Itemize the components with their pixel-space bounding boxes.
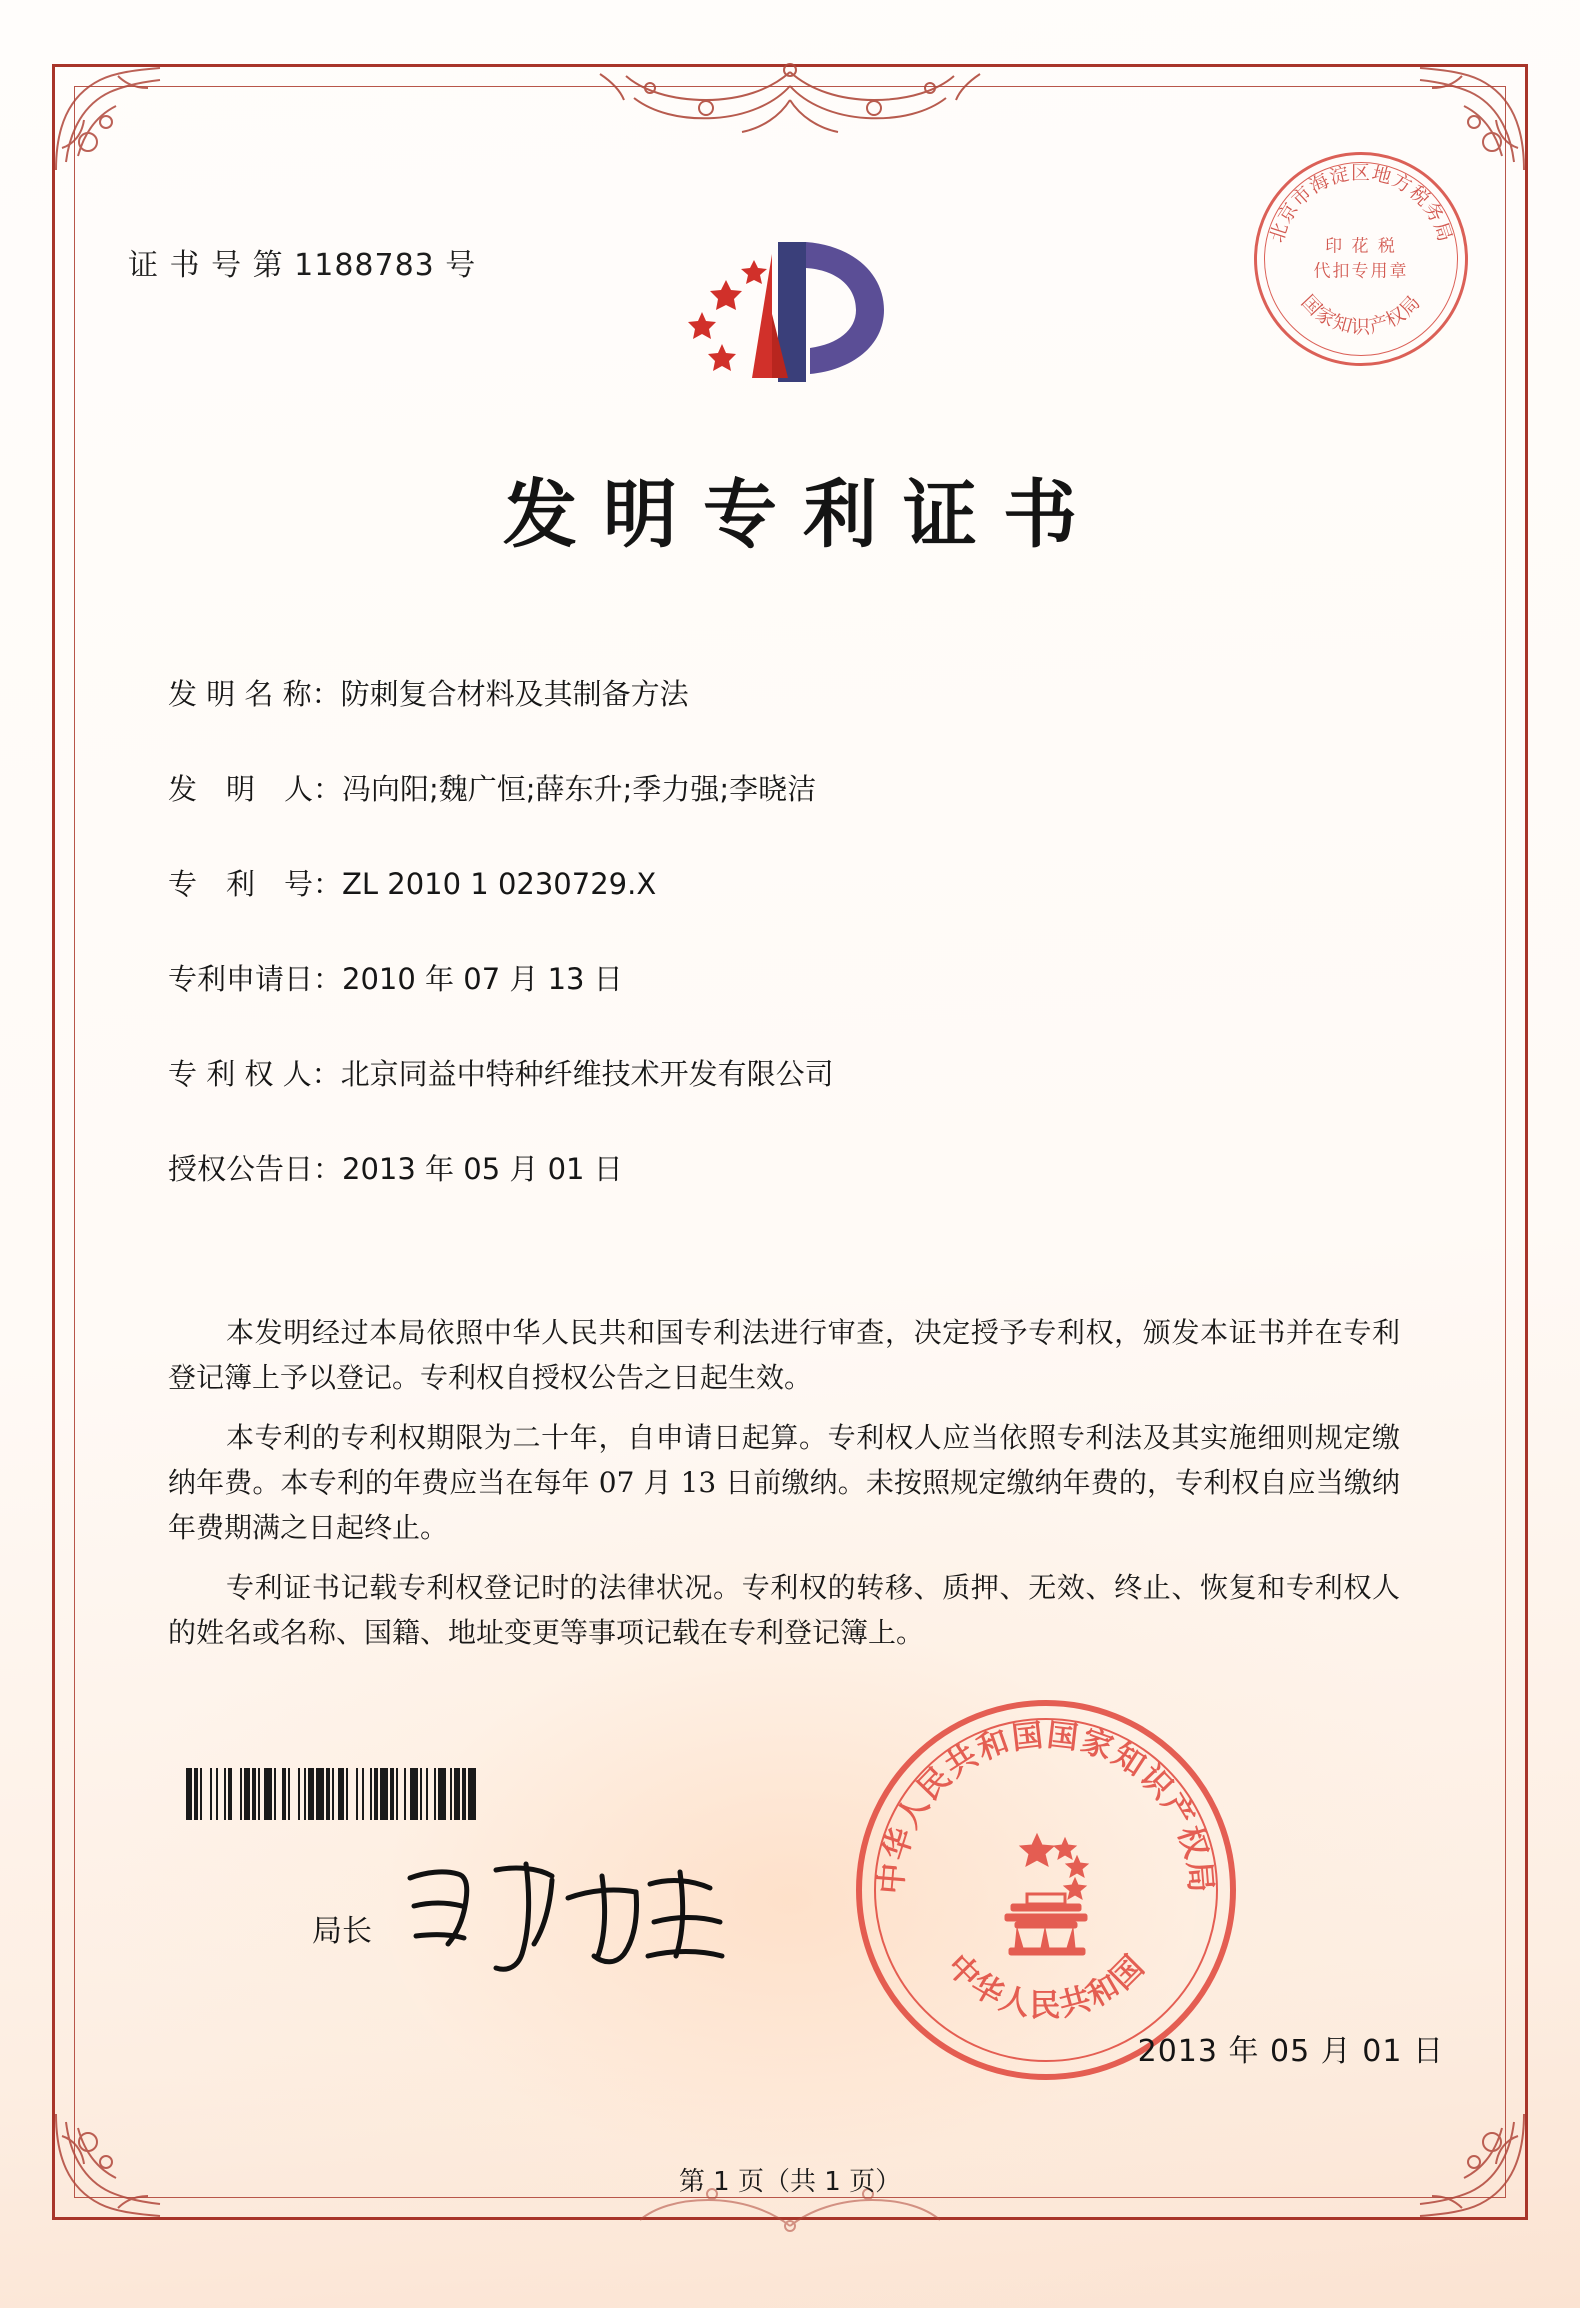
field-patentee — [168, 1052, 1348, 1093]
page-footer: 第 1 页（共 1 页） — [678, 2167, 902, 2197]
top-flourish-icon — [530, 60, 1050, 146]
tax-stamp-center-text: 印 花 税 代扣专用章 — [1313, 236, 1409, 281]
field-label: 专 利 号： — [168, 867, 343, 901]
national-emblem-icon — [971, 1818, 1121, 1968]
patent-barcode — [186, 1768, 606, 1820]
director-label: 局长 — [312, 1914, 372, 1949]
paragraph: 本发明经过本局依照中华人民共和国专利法进行审查，决定授予专利权，颁发本证书并在专利登记簿上予以登记。专利权自授权公告之日起生效。 — [168, 1316, 1400, 1395]
certificate-body — [168, 1310, 1400, 1670]
field-invention-name — [168, 672, 1348, 713]
official-seal-arc-top: 中华人民共和国国家知识产权局 — [873, 1717, 1219, 1896]
field-label: 专利申请日： — [168, 962, 343, 996]
field-value: 2013 年 05 月 01 日 — [342, 1152, 623, 1186]
field-value: 北京同益中特种纤维技术开发有限公司 — [340, 1057, 834, 1091]
tax-stamp-seal — [1254, 152, 1468, 366]
official-seal — [856, 1700, 1236, 2080]
cnipa-logo-icon — [660, 228, 920, 408]
field-grant-announce-date — [168, 1147, 1348, 1188]
field-label: 发 明 人： — [168, 772, 343, 806]
field-label: 授权公告日： — [168, 1152, 343, 1186]
page-title: 发明专利证书 — [503, 472, 1103, 558]
field-label: 专 利 权 人： — [168, 1057, 341, 1091]
certificate-fields — [168, 672, 1348, 1242]
field-value: ZL 2010 1 0230729.X — [342, 867, 657, 901]
tax-stamp-arc-bottom: 国家知识产权局 — [1296, 290, 1426, 338]
official-seal-arc-bottom: 中华人民共和国 — [939, 1947, 1153, 2024]
field-value: 冯向阳;魏广恒;薛东升;季力强;李晓洁 — [342, 772, 817, 806]
field-label: 发 明 名 称： — [168, 677, 341, 711]
field-value: 防刺复合材料及其制备方法 — [340, 677, 689, 711]
corner-flourish-icon — [48, 58, 168, 178]
seal-date: 2013 年 05 月 01 日 — [1137, 2034, 1444, 2069]
paragraph: 专利证书记载专利权登记时的法律状况。专利权的转移、质押、无效、终止、恢复和专利权人的姓名或名称、国籍、地址变更等事项记载在专利登记簿上。 — [168, 1570, 1400, 1650]
field-application-date — [168, 957, 1348, 998]
paragraph: 本专利的专利权期限为二十年，自申请日起算。专利权人应当依照专利法及其实施细则规定缴纳年费。本专利的年费应当在每年 07 月 13 日前缴纳。未按照规定缴纳年费的，专利权自应当缴纳年费期满之日起终止。 — [168, 1420, 1400, 1545]
field-value: 2010 年 07 月 13 日 — [342, 962, 623, 996]
tax-stamp-arc-top: 北京市海淀区地方税务局 — [1265, 162, 1457, 246]
certificate-number: 证 书 号 第 1188783 号 — [128, 248, 477, 283]
field-inventors — [168, 767, 1348, 808]
field-patent-number — [168, 862, 1348, 903]
director-signature — [392, 1836, 742, 1986]
